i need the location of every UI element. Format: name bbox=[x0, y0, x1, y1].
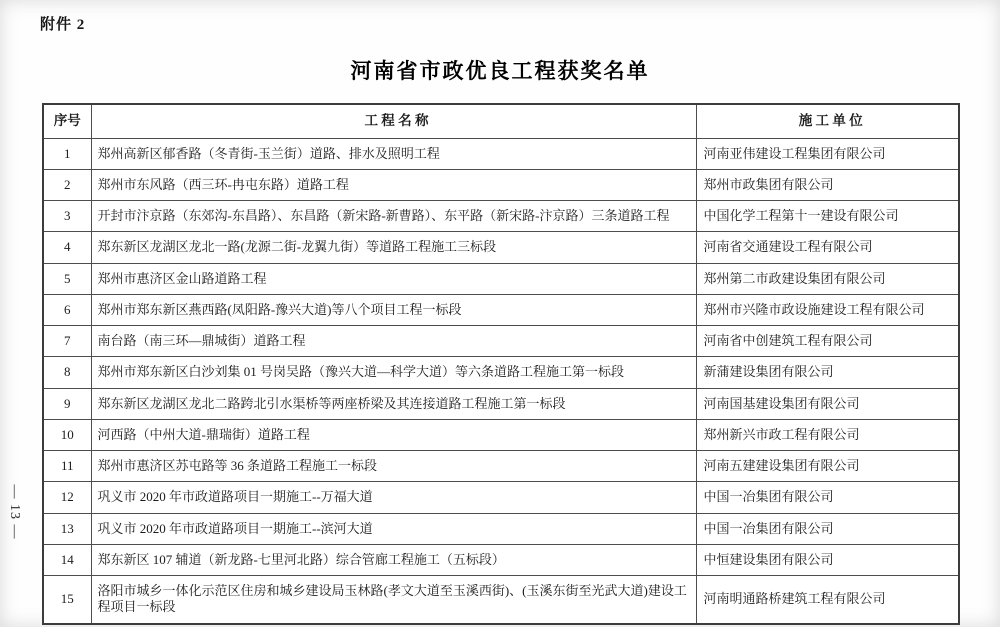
row-number-cell: 9 bbox=[43, 388, 91, 419]
page-title: 河南省市政优良工程获奖名单 bbox=[350, 59, 650, 83]
row-number-cell: 4 bbox=[43, 232, 91, 263]
header-serial-number: 序号 bbox=[43, 104, 91, 138]
table-header bbox=[43, 104, 959, 138]
row-number-cell: 6 bbox=[43, 294, 91, 325]
table-row bbox=[43, 201, 959, 232]
company-cell: 河南五建建设集团有限公司 bbox=[696, 451, 959, 482]
project-name-cell: 巩义市 2020 年市政道路项目一期施工--滨河大道 bbox=[91, 513, 696, 544]
project-name-cell: 郑州市东风路（西三环-冉屯东路）道路工程 bbox=[91, 169, 696, 200]
project-name-cell: 巩义市 2020 年市政道路项目一期施工--万福大道 bbox=[91, 482, 696, 513]
project-name-cell: 郑州市郑东新区白沙刘集 01 号岗吴路（豫兴大道—科学大道）等六条道路工程施工第一标段 bbox=[91, 357, 696, 388]
project-name-cell: 郑州市惠济区金山路道路工程 bbox=[91, 263, 696, 294]
row-number-cell: 3 bbox=[43, 201, 91, 232]
table-row bbox=[43, 388, 959, 419]
row-number-cell: 15 bbox=[43, 576, 91, 624]
row-number-cell: 11 bbox=[43, 451, 91, 482]
table-row bbox=[43, 169, 959, 200]
row-number-cell: 8 bbox=[43, 357, 91, 388]
project-name-cell: 郑东新区龙湖区龙北一路(龙源二街-龙翼九街）等道路工程施工三标段 bbox=[91, 232, 696, 263]
company-cell: 中国一冶集团有限公司 bbox=[696, 513, 959, 544]
award-list-table bbox=[42, 103, 960, 625]
table-row bbox=[43, 576, 959, 624]
page-number: — 13 — bbox=[7, 484, 22, 540]
table-row bbox=[43, 326, 959, 357]
attachment-label: 附件 2 bbox=[40, 17, 86, 33]
company-cell: 郑州市兴隆市政设施建设工程有限公司 bbox=[696, 294, 959, 325]
project-name-cell: 洛阳市城乡一体化示范区住房和城乡建设局玉林路(孝文大道至玉溪西街)、(玉溪东街至光武大道)建设工程项目一标段 bbox=[91, 576, 696, 624]
table-row bbox=[43, 232, 959, 263]
table-row bbox=[43, 544, 959, 575]
company-cell: 河南明通路桥建筑工程有限公司 bbox=[696, 576, 959, 624]
project-name-cell: 郑州市郑东新区燕西路(凤阳路-豫兴大道)等八个项目工程一标段 bbox=[91, 294, 696, 325]
row-number-cell: 7 bbox=[43, 326, 91, 357]
row-number-cell: 12 bbox=[43, 482, 91, 513]
row-number-cell: 10 bbox=[43, 419, 91, 450]
company-cell: 中国化学工程第十一建设有限公司 bbox=[696, 201, 959, 232]
project-name-cell: 郑东新区龙湖区龙北二路跨北引水渠桥等两座桥梁及其连接道路工程施工第一标段 bbox=[91, 388, 696, 419]
row-number-cell: 13 bbox=[43, 513, 91, 544]
project-name-cell: 开封市汴京路（东郊沟-东昌路）、东昌路（新宋路-新曹路）、东平路（新宋路-汴京路）三条道路工程 bbox=[91, 201, 696, 232]
header-project-name: 工 程 名 称 bbox=[91, 104, 696, 138]
company-cell: 新蒲建设集团有限公司 bbox=[696, 357, 959, 388]
project-name-cell: 郑东新区 107 辅道（新龙路-七里河北路）综合管廊工程施工（五标段） bbox=[91, 544, 696, 575]
row-number-cell: 1 bbox=[43, 138, 91, 169]
table-header-row bbox=[43, 104, 959, 138]
project-name-cell: 郑州市惠济区苏屯路等 36 条道路工程施工一标段 bbox=[91, 451, 696, 482]
table-row bbox=[43, 451, 959, 482]
row-number-cell: 5 bbox=[43, 263, 91, 294]
table-body bbox=[43, 138, 959, 624]
company-cell: 郑州市政集团有限公司 bbox=[696, 169, 959, 200]
project-name-cell: 郑州高新区郁香路（冬青街-玉兰街）道路、排水及照明工程 bbox=[91, 138, 696, 169]
company-cell: 河南国基建设集团有限公司 bbox=[696, 388, 959, 419]
company-cell: 郑州第二市政建设集团有限公司 bbox=[696, 263, 959, 294]
table-row bbox=[43, 482, 959, 513]
company-cell: 郑州新兴市政工程有限公司 bbox=[696, 419, 959, 450]
row-number-cell: 2 bbox=[43, 169, 91, 200]
project-name-cell: 河西路（中州大道-鼎瑞街）道路工程 bbox=[91, 419, 696, 450]
header-construction-unit: 施 工 单 位 bbox=[696, 104, 959, 138]
row-number-cell: 14 bbox=[43, 544, 91, 575]
company-cell: 河南省交通建设工程有限公司 bbox=[696, 232, 959, 263]
table-row bbox=[43, 263, 959, 294]
project-name-cell: 南台路（南三环—鼎城街）道路工程 bbox=[91, 326, 696, 357]
company-cell: 河南亚伟建设工程集团有限公司 bbox=[696, 138, 959, 169]
table-row bbox=[43, 513, 959, 544]
company-cell: 河南省中创建筑工程有限公司 bbox=[696, 326, 959, 357]
table-row bbox=[43, 294, 959, 325]
table-row bbox=[43, 357, 959, 388]
table-row bbox=[43, 138, 959, 169]
company-cell: 中恒建设集团有限公司 bbox=[696, 544, 959, 575]
table-row bbox=[43, 419, 959, 450]
company-cell: 中国一冶集团有限公司 bbox=[696, 482, 959, 513]
